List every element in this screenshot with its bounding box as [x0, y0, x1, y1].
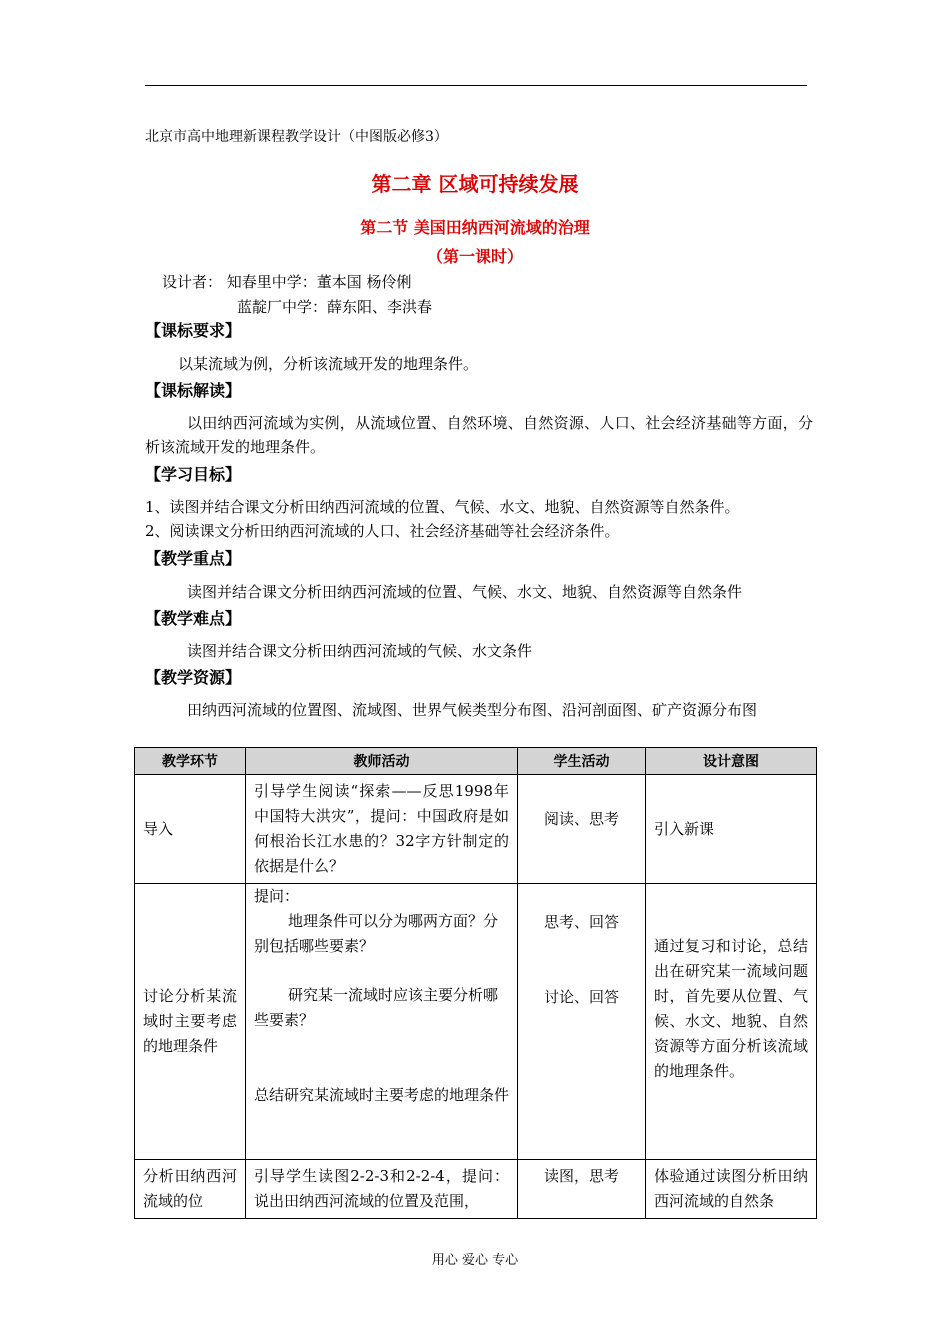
curriculum-requirement-heading: 【课标要求】 — [145, 321, 242, 340]
section-title: 第二节 美国田纳西河流域的治理 — [360, 218, 590, 237]
row1-design-intent: 引入新课 — [646, 775, 817, 884]
document-subtitle: 北京市高中地理新课程教学设计（中图版必修3） — [145, 129, 448, 145]
row3-stage: 分析田纳西河流域的位 — [135, 1160, 246, 1219]
chapter-title: 第二章 区域可持续发展 — [371, 172, 579, 196]
row2-teacher-activity — [246, 884, 518, 1160]
row2-student-activity — [518, 884, 646, 1160]
table-row — [135, 884, 817, 1160]
designers-line-2: 蓝靛厂中学：薛东阳、李洪春 — [237, 298, 433, 316]
header-student-activity: 学生活动 — [518, 748, 646, 775]
row2-stage: 讨论分析某流域时主要考虑的地理条件 — [135, 884, 246, 1160]
row3-student-activity: 读图，思考 — [518, 1160, 646, 1219]
curriculum-interpretation-text: 以田纳西河流域为实例，从流域位置、自然环境、自然资源、人口、社会经济基础等方面，分析该流域开发的地理条件。 — [145, 414, 813, 456]
teaching-resources-heading: 【教学资源】 — [145, 668, 242, 687]
key-points-heading: 【教学重点】 — [145, 549, 242, 568]
table-header-row — [135, 748, 817, 775]
row2-student-activity-2: 讨论、回答 — [543, 988, 619, 1006]
lesson-plan-table — [134, 747, 817, 1219]
row1-stage: 导入 — [135, 775, 246, 884]
designers-line-1: 设计者： 知春里中学：董本国 杨伶俐 — [162, 273, 412, 291]
key-points-text: 读图并结合课文分析田纳西河流域的位置、气候、水文、地貌、自然资源等自然条件 — [187, 583, 743, 601]
curriculum-interpretation-heading: 【课标解读】 — [145, 381, 242, 400]
table-row — [135, 1160, 817, 1219]
table-row — [135, 775, 817, 884]
lesson-label: （第一课时） — [426, 247, 523, 266]
row2-teacher-question-2: 研究某一流域时应该主要分析哪些要素？ — [254, 986, 499, 1029]
learning-goal-2: 2、阅读课文分析田纳西河流域的人口、社会经济基础等社会经济条件。 — [145, 522, 620, 540]
row1-teacher-activity: 引导学生阅读“探索——反思1998年中国特大洪灾”，提问：中国政府是如何根治长江水患的？32字方针制定的依据是什么？ — [246, 775, 518, 884]
row2-teacher-question-1: 地理条件可以分为哪两方面？分别包括哪些要素？ — [254, 912, 499, 955]
page-footer: 用心 爱心 专心 — [431, 1253, 519, 1268]
row1-student-activity: 阅读、思考 — [518, 775, 646, 884]
difficult-points-heading: 【教学难点】 — [145, 609, 242, 628]
difficult-points-text: 读图并结合课文分析田纳西河流域的气候、水文条件 — [187, 642, 533, 660]
row2-design-intent: 通过复习和讨论，总结出在研究某一流域问题时，首先要从位置、气候、水文、地貌、自然资源等方面分析该流域的地理条件。 — [646, 884, 817, 1160]
row3-design-intent: 体验通过读图分析田纳西河流域的自然条 — [646, 1160, 817, 1219]
header-rule — [145, 85, 807, 86]
header-design-intent: 设计意图 — [646, 748, 817, 775]
header-teacher-activity: 教师活动 — [246, 748, 518, 775]
row3-teacher-activity: 引导学生读图2-2-3和2-2-4，提问：说出田纳西河流域的位置及范围， — [246, 1160, 518, 1219]
learning-goals-heading: 【学习目标】 — [145, 465, 242, 484]
row2-teacher-summary: 总结研究某流域时主要考虑的地理条件 — [254, 1086, 510, 1104]
row2-teacher-prompt: 提问： — [254, 887, 300, 905]
header-stage: 教学环节 — [135, 748, 246, 775]
curriculum-requirement-text: 以某流域为例，分析该流域开发的地理条件。 — [178, 355, 479, 373]
learning-goal-1: 1、读图并结合课文分析田纳西河流域的位置、气候、水文、地貌、自然资源等自然条件。 — [145, 498, 740, 516]
teaching-resources-text: 田纳西河流域的位置图、流域图、世界气候类型分布图、沿河剖面图、矿产资源分布图 — [187, 701, 758, 719]
row2-student-activity-1: 思考、回答 — [543, 913, 619, 931]
